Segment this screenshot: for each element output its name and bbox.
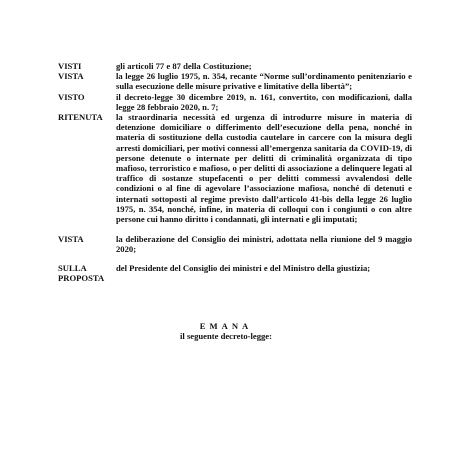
entry-text: il decreto-legge 30 dicembre 2019, n. 161, convertito, con modificazioni, dalla legge 28 febbraio 2020, n. 7; xyxy=(116,91,412,112)
entry-label: RITENUTA xyxy=(58,112,103,123)
entry-text: la legge 26 luglio 1975, n. 354, recante “Norme sull’ordinamento penitenziario e sulla esecuzione delle misure privative e limitative della libertà”; xyxy=(116,71,412,92)
entry-label: SULLA PROPOSTA xyxy=(58,262,105,283)
preamble-entry-vista-deliberazione xyxy=(58,234,412,254)
entry-text: del Presidente del Consiglio dei ministri e del Ministro della giustizia; xyxy=(116,262,371,273)
preamble-entry-sulla-proposta xyxy=(58,263,412,283)
entry-label: VISTI xyxy=(58,61,82,71)
entry-label: VISTA xyxy=(58,234,84,245)
entry-label: VISTO xyxy=(58,91,85,102)
preamble-entry-ritenuta xyxy=(58,112,412,224)
decree-preamble xyxy=(58,61,412,283)
preamble-entry-vista-legge xyxy=(58,71,412,91)
entry-text: la straordinaria necessità ed urgenza di introdurre misure in materia di detenzione domiciliare o differimento dell’esecuzione della pena, nonché in materia di sostituzione della custodia cautelare in carcere con la misura degli arresti domiciliari, per motivi connessi all’emergenza sanitaria da COVID-19, di persone detenute o internate per delitti di criminalità organizzata di tipo mafioso, terroristico e mafioso, o per delitti di associazione a delinquere legati al traffico di sostanze stupefacenti o per delitti commessi avvalendosi delle condizioni o al fine di agevolare l’associazione mafiosa, nonché di detenuti e internati sottoposti al regime previsto dall’articolo 41-bis della legge 26 luglio 1975, n. 354, nonché, infine, in materia di colloqui con i congiunti o con altre persone cui hanno diritto i condannati, gli internati e gli imputati; xyxy=(116,112,412,225)
entry-text: la deliberazione del Consiglio dei ministri, adottata nella riunione del 9 maggio 2020; xyxy=(116,234,412,255)
decree-intro-line: il seguente decreto-legge: xyxy=(180,331,272,341)
entry-text: gli articoli 77 e 87 della Costituzione; xyxy=(116,61,252,71)
entry-label: VISTA xyxy=(58,71,84,82)
emana-heading: EMANA xyxy=(199,321,253,331)
preamble-entry-visto xyxy=(58,92,412,112)
preamble-entry-visti xyxy=(58,61,412,71)
